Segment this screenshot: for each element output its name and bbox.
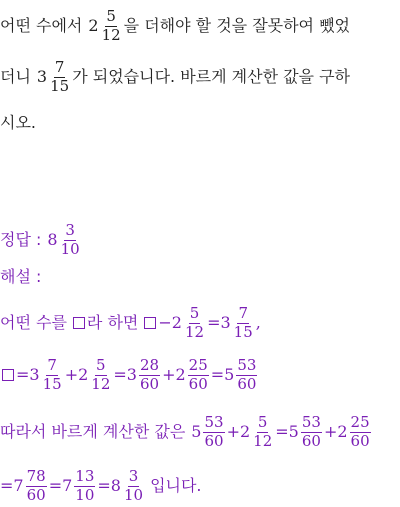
numerator: 3 (128, 466, 139, 485)
problem-text: 시오. (0, 113, 36, 132)
operator: =7 (0, 476, 24, 495)
numerator: 13 (75, 466, 95, 485)
explanation-label: 해설 : (0, 267, 42, 286)
operator: +2 (323, 422, 348, 441)
fraction (42, 355, 63, 393)
operator: =5 (210, 365, 235, 384)
numerator: 25 (188, 355, 208, 374)
unknown-box-icon (144, 317, 156, 329)
numerator: 28 (139, 355, 160, 374)
operator: +2 (64, 365, 89, 384)
unknown-box-icon (73, 317, 85, 329)
denominator: 12 (253, 431, 273, 450)
fraction (301, 412, 322, 450)
numerator: 5 (257, 412, 268, 431)
fraction (139, 355, 160, 393)
fraction (123, 466, 144, 504)
operator: =5 (275, 422, 299, 441)
denominator: 60 (204, 431, 224, 450)
mixed-whole: 3 (36, 67, 48, 86)
problem-line-1 (0, 6, 350, 46)
denominator: 10 (123, 485, 144, 504)
denominator: 15 (233, 322, 253, 341)
punctuation: , (255, 313, 261, 332)
explanation-text: 입니다. (150, 476, 202, 495)
denominator: 60 (188, 374, 208, 393)
denominator: 12 (101, 25, 121, 44)
denominator: 15 (50, 76, 70, 95)
operator: =8 (97, 476, 121, 495)
answer-fraction (60, 220, 81, 258)
problem-text: 어떤 수에서 (0, 16, 83, 35)
fraction (188, 355, 209, 393)
explanation-step-4 (0, 466, 202, 506)
fraction (236, 355, 257, 393)
explanation-step-1 (0, 303, 261, 343)
denominator: 60 (237, 374, 257, 393)
numerator: 7 (54, 57, 65, 76)
operator: =7 (48, 476, 73, 495)
fraction (74, 466, 95, 504)
unknown-box-icon (2, 369, 14, 381)
denominator: 12 (184, 322, 205, 341)
operator: =3 (16, 365, 40, 384)
problem-text: 가 되었습니다. 바르게 계산한 값을 구하 (72, 67, 351, 86)
numerator: 5 (106, 6, 116, 25)
explanation-text: 라 하면 (86, 313, 139, 332)
fraction (49, 57, 70, 95)
fraction (101, 6, 122, 44)
numerator: 53 (204, 412, 224, 431)
denominator: 60 (301, 431, 321, 450)
numerator: 7 (47, 355, 57, 374)
denominator: 10 (60, 239, 80, 258)
denominator: 15 (42, 374, 62, 393)
operator: −2 (158, 313, 182, 332)
explanation-label-line (0, 267, 41, 287)
numerator: 3 (65, 220, 75, 239)
explanation-step-3 (0, 412, 373, 452)
numerator: 5 (96, 355, 106, 374)
fraction (252, 412, 273, 450)
numerator: 78 (26, 466, 46, 485)
denominator: 12 (91, 374, 111, 393)
problem-line-3 (0, 113, 36, 133)
answer-whole: 8 (47, 230, 58, 249)
explanation-step-2 (0, 355, 259, 395)
problem-text: 더니 (0, 67, 31, 86)
problem-line-2 (0, 57, 350, 97)
denominator: 10 (75, 485, 95, 504)
numerator: 25 (350, 412, 370, 431)
fraction (90, 355, 111, 393)
fraction (203, 412, 224, 450)
denominator: 60 (139, 374, 160, 393)
denominator: 60 (26, 485, 46, 504)
numerator: 7 (238, 303, 248, 322)
explanation-text: 어떤 수를 (0, 313, 67, 332)
problem-text: 을 더해야 할 것을 잘못하여 뺐었 (123, 16, 351, 35)
operator: =3 (207, 313, 231, 332)
numerator: 5 (189, 303, 200, 322)
answer-label: 정답 : (0, 230, 42, 249)
denominator: 60 (350, 431, 370, 450)
explanation-text: 따라서 바르게 계산한 값은 (0, 422, 186, 441)
numerator: 53 (237, 355, 257, 374)
operator: +2 (226, 422, 251, 441)
mixed-whole: 2 (88, 16, 99, 35)
numerator: 53 (301, 412, 321, 431)
operator: +2 (162, 365, 186, 384)
fraction (26, 466, 47, 504)
operator: =3 (113, 365, 137, 384)
fraction (350, 412, 371, 450)
answer-line (0, 220, 83, 260)
fraction (184, 303, 205, 341)
fraction (233, 303, 254, 341)
mixed-whole: 5 (191, 422, 202, 441)
